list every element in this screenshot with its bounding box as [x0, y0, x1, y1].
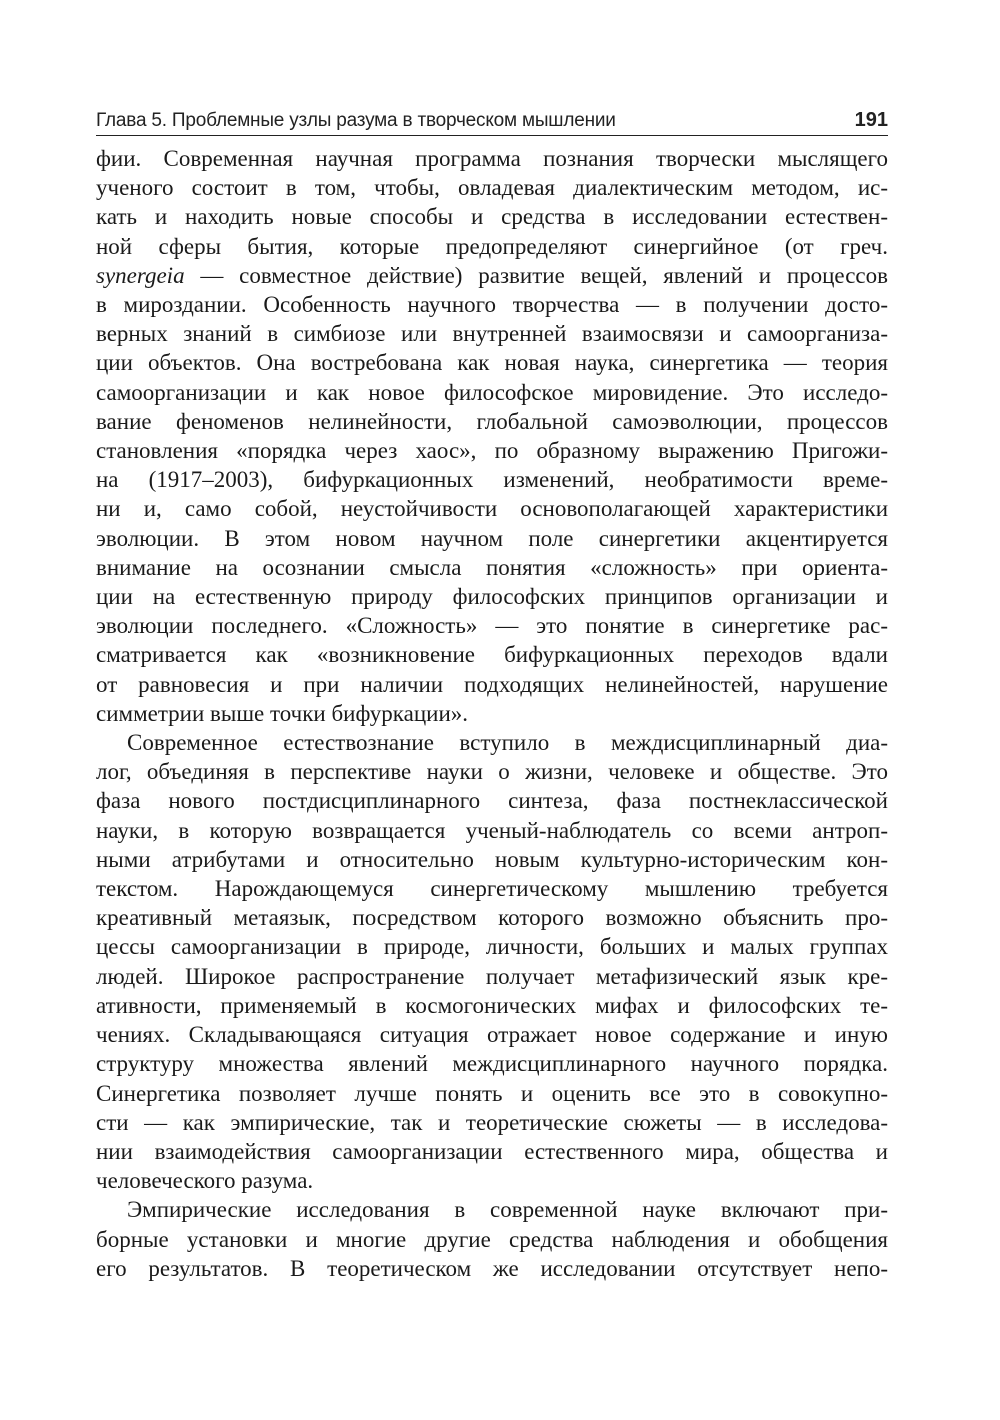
paragraph	[96, 144, 888, 728]
text-line: лог, объединяя в перспективе науки о жизни, человеке и обществе. Это	[96, 759, 888, 785]
text-line: сматривается как «возникновение бифуркационных переходов вдали	[96, 642, 888, 668]
paragraph	[96, 1195, 888, 1283]
text-line: чениях. Складывающаяся ситуация отражает новое содержание и иную	[96, 1022, 888, 1048]
text-line: фии. Современная научная программа познания творчески мыслящего	[96, 146, 888, 171]
text-line: креативный метаязык, посредством которого возможно объяснить про-	[96, 905, 888, 931]
text-line: цессы самоорганизации в природе, личности, больших и малых группах	[96, 934, 888, 960]
text-line: ативности, применяемый в космогонических мифах и философских те-	[96, 992, 888, 1018]
text-line: ции на естественную природу философских принципов организации и	[96, 584, 888, 610]
text-line: текстом. Нарождающемуся синергетическому мышлению требуется	[96, 876, 888, 902]
text-line: ученого состоит в том, чтобы, овладевая диалектическим методом, ис-	[96, 175, 888, 201]
book-page	[96, 96, 888, 1283]
body-text	[96, 144, 888, 1283]
text-line: борные установки и многие другие средства наблюдения и обобщения	[96, 1226, 888, 1252]
text-line: эволюции последнего. «Сложность» — это понятие в синергетике рас-	[96, 613, 888, 639]
chapter-title: Глава 5. Проблемные узлы разума в творческом мышлении	[96, 110, 616, 131]
text-line: от равновесия и при наличии подходящих нелинейностей, нарушение	[96, 671, 888, 697]
text-line: человеческого разума.	[96, 1168, 314, 1194]
italic-term: synergeia	[96, 262, 185, 288]
page-number: 191	[854, 109, 888, 131]
text-line: фаза нового постдисциплинарного синтеза, фаза постнеклассической	[96, 788, 888, 814]
text-line: сти — как эмпирические, так и теоретические сюжеты — в исследова-	[96, 1109, 888, 1135]
text-line: становления «порядка через хаос», по образному выражению Пригожи-	[96, 438, 888, 464]
text-line: кать и находить новые способы и средства в исследовании естествен-	[96, 204, 888, 230]
text-line: ной сферы бытия, которые предопределяют синергийное (от греч.	[96, 233, 888, 259]
text-line: Современное естествознание вступило в междисциплинарный диа-	[127, 730, 888, 756]
text-line: на (1917–2003), бифуркационных изменений, необратимости време-	[96, 467, 888, 493]
text-line: его результатов. В теоретическом же исследовании отсутствует непо-	[96, 1255, 888, 1281]
text-line: людей. Широкое распространение получает метафизический язык кре-	[96, 963, 888, 989]
running-head	[96, 96, 888, 136]
text-line: верных знаний в симбиозе или внутренней взаимосвязи и самоорганиза-	[96, 321, 888, 347]
text-line: эволюции. В этом новом научном поле синергетики акцентируется	[96, 525, 888, 551]
text-line: внимание на осознании смысла понятия «сложность» при ориента-	[96, 554, 888, 580]
text-line: ни и, само собой, неустойчивости основополагающей характеристики	[96, 496, 888, 522]
text-line: симметрии выше точки бифуркации».	[96, 700, 469, 726]
text-line: структуру множества явлений междисциплинарного научного порядка.	[96, 1051, 888, 1077]
text-line: Синергетика позволяет лучше понять и оценить все это в совокупно-	[96, 1080, 888, 1106]
text-line: ными атрибутами и относительно новым культурно-историческим кон-	[96, 846, 888, 872]
text-line: Эмпирические исследования в современной науке включают при-	[127, 1197, 888, 1223]
text-line: в мироздании. Особенность научного творчества — в получении досто-	[96, 292, 888, 318]
paragraph	[96, 728, 888, 1195]
text-line: самоорганизации и как новое философское мировидение. Это исследо-	[96, 379, 888, 405]
text-line: synergeia — совместное действие) развитие вещей, явлений и процессов	[96, 262, 888, 288]
text-line: науки, в которую возвращается ученый-наблюдатель со всеми антроп-	[96, 817, 888, 843]
text-line: нии взаимодействия самоорганизации естественного мира, общества и	[96, 1138, 888, 1164]
text-line: вание феноменов нелинейности, глобальной самоэволюции, процессов	[96, 408, 888, 434]
text-line: ции объектов. Она востребована как новая наука, синергетика — теория	[96, 350, 888, 376]
